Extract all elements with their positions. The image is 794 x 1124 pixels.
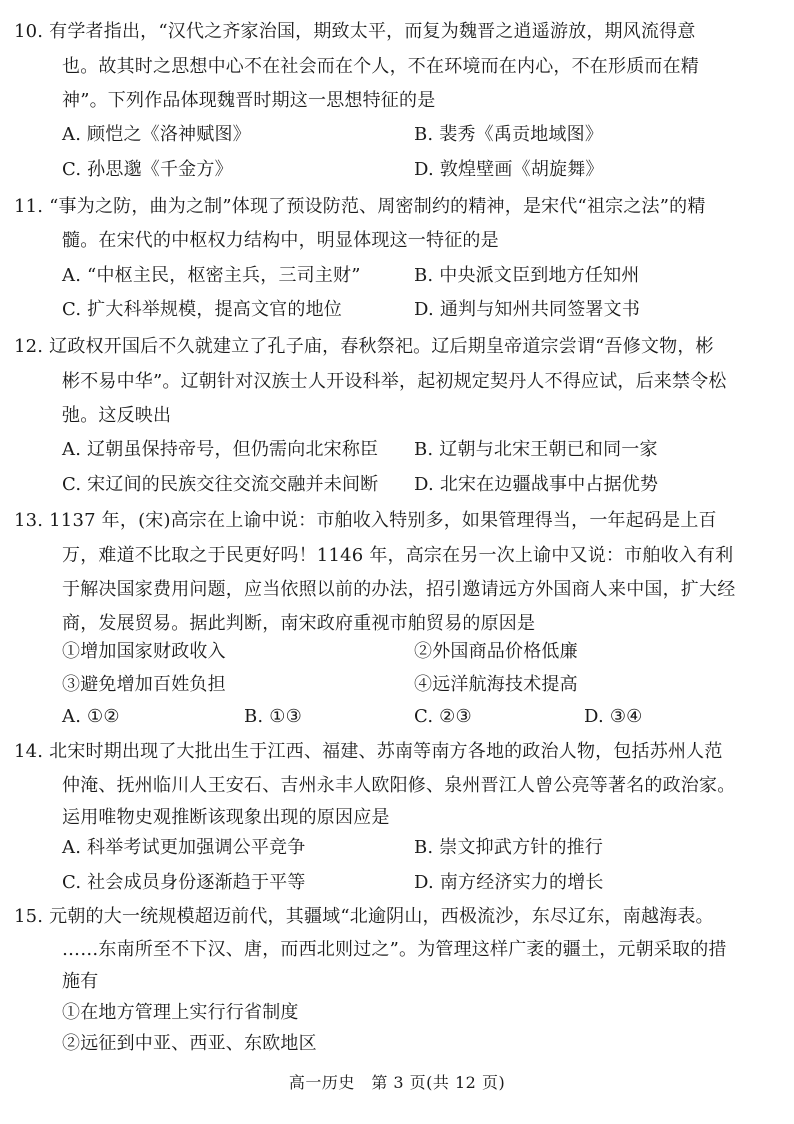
question-14-option-a[interactable]: A. 科举考试更加强调公平竞争 — [62, 837, 306, 858]
question-14-option-d[interactable]: D. 南方经济实力的增长 — [414, 872, 604, 893]
question-13-item-2: ②外国商品价格低廉 — [414, 641, 578, 662]
question-10-option-d[interactable]: D. 敦煌壁画《胡旋舞》 — [414, 159, 604, 180]
question-13-item-3: ③避免增加百姓负担 — [62, 674, 226, 695]
question-12-option-c[interactable]: C. 宋辽间的民族交往交流交融并未间断 — [62, 474, 379, 495]
question-13-option-d[interactable]: D. ③④ — [584, 706, 643, 727]
question-13-line-3: 于解决国家费用问题，应当依照以前的办法，招引邀请远方外国商人来中国，扩大经 — [62, 579, 736, 600]
question-13-option-a[interactable]: A. ①② — [62, 706, 120, 727]
question-10-line-3: 神”。下列作品体现魏晋时期这一思想特征的是 — [62, 90, 436, 111]
question-13-line-1: 13. 1137 年，(宋)高宗在上谕中说：市舶收入特别多，如果管理得当，一年起码是上百 — [14, 510, 717, 531]
question-15-item-2: ②远征到中亚、西亚、东欧地区 — [62, 1033, 317, 1054]
question-10-line-2: 也。故其时之思想中心不在社会而在个人，不在环境而在内心，不在形质而在精 — [62, 56, 699, 77]
question-12-line-3: 弛。这反映出 — [62, 405, 172, 426]
question-14-line-3: 运用唯物史观推断该现象出现的原因应是 — [62, 807, 390, 828]
question-11-line-1: 11. “事为之防，曲为之制”体现了预设防范、周密制约的精神，是宋代“祖宗之法”的精 — [14, 196, 706, 217]
question-10-line-1: 10. 有学者指出，“汉代之齐家治国，期致太平，而复为魏晋之逍遥游放，期风流得意 — [14, 21, 696, 42]
question-11-line-2: 髓。在宋代的中枢权力结构中，明显体现这一特征的是 — [62, 230, 499, 251]
question-13-option-c[interactable]: C. ②③ — [414, 706, 472, 727]
question-15-item-1: ①在地方管理上实行行省制度 — [62, 1002, 299, 1023]
question-14-option-c[interactable]: C. 社会成员身份逐渐趋于平等 — [62, 872, 306, 893]
question-14-line-1: 14. 北宋时期出现了大批出生于江西、福建、苏南等南方各地的政治人物，包括苏州人范 — [14, 741, 723, 762]
question-12-option-b[interactable]: B. 辽朝与北宋王朝已和同一家 — [414, 439, 658, 460]
question-11-option-d[interactable]: D. 通判与知州共同签署文书 — [414, 299, 641, 320]
question-11-option-c[interactable]: C. 扩大科举规模，提高文官的地位 — [62, 299, 342, 320]
question-13-option-b[interactable]: B. ①③ — [244, 706, 302, 727]
question-10-option-b[interactable]: B. 裴秀《禹贡地域图》 — [414, 124, 604, 145]
question-12-option-d[interactable]: D. 北宋在边疆战事中占据优势 — [414, 474, 659, 495]
question-10-option-c[interactable]: C. 孙思邈《千金方》 — [62, 159, 233, 180]
question-13-line-4: 商，发展贸易。据此判断，南宋政府重视市舶贸易的原因是 — [62, 613, 536, 634]
question-13-item-1: ①增加国家财政收入 — [62, 641, 226, 662]
question-10-option-a[interactable]: A. 顾恺之《洛神赋图》 — [62, 124, 251, 145]
page-footer: 高一历史 第 3 页(共 12 页) — [288, 1073, 506, 1092]
question-13-item-4: ④远洋航海技术提高 — [414, 674, 578, 695]
question-15-line-2: ……东南所至不下汉、唐，而西北则过之”。为管理这样广袤的疆土，元朝采取的措 — [62, 939, 727, 960]
question-12-option-a[interactable]: A. 辽朝虽保持帝号，但仍需向北宋称臣 — [62, 439, 379, 460]
question-11-option-a[interactable]: A. “中枢主民，枢密主兵，三司主财” — [62, 265, 361, 286]
question-14-line-2: 仲淹、抚州临川人王安石、吉州永丰人欧阳修、泉州晋江人曾公亮等著名的政治家。 — [62, 775, 736, 796]
question-12-line-1: 12. 辽政权开国后不久就建立了孔子庙，春秋祭祀。辽后期皇帝道宗尝谓“吾修文物，彬 — [14, 336, 714, 357]
question-11-option-b[interactable]: B. 中央派文臣到地方任知州 — [414, 265, 640, 286]
question-15-line-1: 15. 元朝的大一统规模超迈前代，其疆域“北逾阴山，西极流沙，东尽辽东，南越海表。 — [14, 906, 714, 927]
question-14-option-b[interactable]: B. 崇文抑武方针的推行 — [414, 837, 604, 858]
question-12-line-2: 彬不易中华”。辽朝针对汉族士人开设科举，起初规定契丹人不得应试，后来禁令松 — [62, 371, 727, 392]
question-13-line-2: 万，难道不比取之于民更好吗！1146 年，高宗在另一次上谕中又说：市舶收入有利 — [62, 545, 734, 566]
question-15-line-3: 施有 — [62, 971, 99, 992]
